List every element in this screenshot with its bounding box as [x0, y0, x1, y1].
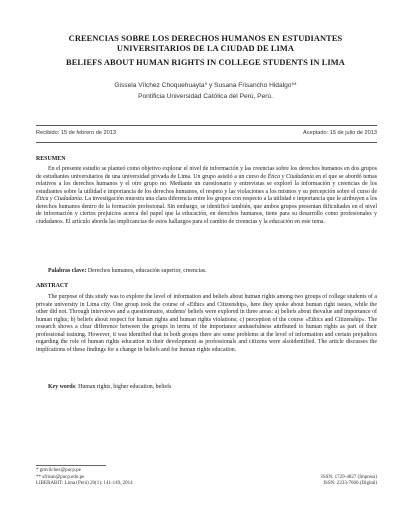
resumen-text-3: . La investigación muestra una clara diferencia entre los grupos con respecto a la utilidad e importancia que le atribuyen a los derechos humanos dentro de la formación profesional. Sin embargo, se identificó también, que ambos grupos presentan dificultades en el nivel de información y ciertos prejuicios acerca del papel que la educación, en derechos humanos, tiene para su desarrollo como profesionales y ciudadanos. El artículo aborda las implicancias de estos hallazgos para el cambio de creencias y la educación en este tema.	[36, 196, 378, 225]
spanish-title-line-1: CREENCIAS SOBRE LOS DERECHOS HUMANOS EN ESTUDIANTES	[68, 34, 343, 43]
received-date: Recibido: 15 de febrero de 2013	[36, 130, 116, 136]
abstract-body	[36, 294, 377, 354]
spanish-title	[30, 34, 381, 54]
resumen-keywords-label: Palabras clave:	[48, 268, 87, 274]
abstract-keywords-label: Key words	[48, 384, 75, 390]
abstract-keywords	[48, 384, 377, 391]
resumen-course-name-2: Ética y Ciudadanía	[36, 196, 82, 203]
footnote-email-2: ** sfrisan@pucp.edu.pe	[36, 475, 85, 480]
divider-top	[36, 125, 377, 126]
english-title: BELIEFS ABOUT HUMAN RIGHTS IN COLLEGE STUDENTS IN LIMA	[66, 58, 345, 67]
resumen-keywords-text: Derechos humanos, educación superior, creencias.	[86, 268, 207, 274]
footnote-email-1: * gmvilchez@pucp.pe	[36, 468, 81, 473]
journal-citation: LIBERABIT: Lima (Perú) 20(1): 141-149, 2014	[36, 481, 133, 486]
affiliation: Pontificia Universidad Católica del Perú, Perú.	[138, 93, 273, 100]
resumen-text-1: En el presente estudio se planteó como objetivo explorar el nivel de información y las creencias sobre los derechos humanos en dos grupos de estudiantes universitarios de una universidad privada de Lima. Un grupo asistió a un curso de	[36, 166, 377, 180]
issn-print: ISSN: 1729-4827 (Impresa)	[321, 475, 377, 480]
dates-row	[36, 130, 377, 137]
authors: Gissela Vílchez Choquehuayta* y Susana Frisancho Hidalgo**	[114, 82, 297, 89]
spanish-title-line-2: UNIVERSITARIOS DE LA CIUDAD DE LIMA	[116, 44, 295, 53]
resumen-keywords	[48, 268, 377, 275]
resumen-body	[36, 166, 377, 226]
resumen-course-name-1: Ética y Ciudadanía	[267, 173, 314, 180]
abstract-heading: ABSTRACT	[36, 283, 69, 289]
accepted-date: Aceptado: 15 de julio de 2013	[302, 130, 377, 136]
resumen-heading: RESUMEN	[36, 156, 66, 162]
issn-digital: ISSN: 2233-7666 (Digital)	[323, 481, 377, 486]
divider-bottom	[36, 142, 377, 143]
resumen-text-2: en el que se abordó temas relativos a los derechos humanos y el otro grupo no. Mediante un cuestionario y entrevistas se exploró la información y creencias de los estudiantes sobre la utilidad e importancia de los derechos humanos, el respeto y las violaciones a los mismos y su percepción sobre el curso de	[36, 173, 377, 195]
abstract-keywords-text: : Human rights, higher education, beliefs	[75, 384, 172, 390]
footnote-divider	[36, 465, 106, 466]
abstract-text: The purpose of this study was to explore the level of information and beliefs about human rights among two groups of college students of a private university in Lima city. One group took the course of «Ethics and Citizenship», here they spoke about human right issues, while the other did not. Through interviews and a questionnaire, students' beliefs were explored in three areas: a) beliefs about thevalue and importance of human rights; b) beliefs about respect for human rights and human rights violations; c) perception of the course «Ethics and Citizenship». The research shows a clear difference between the groups in terms of the importance andusefulness attributed to human rights as part of their professional training. However, it was identified that in both groups there are some problems at the level of information and certain prejudices regarding the role of human rights education in their development as professionals and citizens were alsoidentified. The article discusses the implications of these findings for a change in beliefs and for human rights education.	[36, 294, 377, 353]
